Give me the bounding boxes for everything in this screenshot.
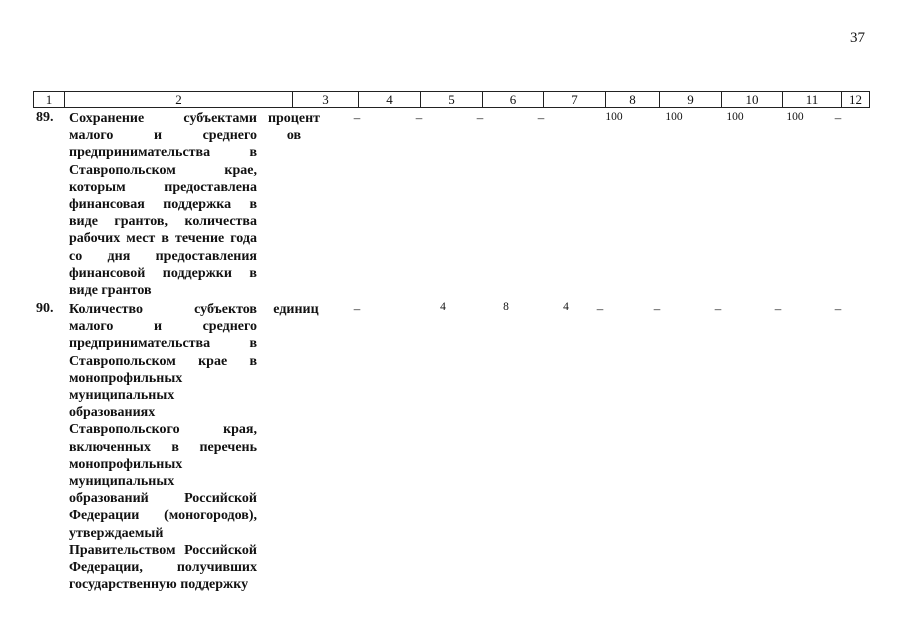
column-header: 12 <box>841 92 869 107</box>
table-cell: 4 <box>440 301 446 313</box>
table-cell: – <box>653 301 661 316</box>
row-number: 90. <box>36 301 54 316</box>
page-number: 37 <box>850 30 865 46</box>
table-cell: 100 <box>726 111 744 123</box>
row-number: 89. <box>36 110 54 125</box>
column-header: 9 <box>659 92 721 107</box>
row-description: Количество субъектов малого и среднего предпринимательства в Ставропольском крае в монопрофильных муниципальных образованиях Ставропольского края, включенных в перечень монопрофильных муниципальных образований Российской Федерации (моногородов), утверждаемый Правительством Российской Федерации, получивших государственную поддержку <box>69 302 257 593</box>
column-header: 7 <box>543 92 605 107</box>
table-cell: 100 <box>605 111 623 123</box>
column-header: 11 <box>782 92 841 107</box>
table-cell: – <box>476 110 484 125</box>
column-header: 2 <box>64 92 292 107</box>
table-cell: 100 <box>665 111 683 123</box>
table-cell: 4 <box>563 301 569 313</box>
column-header: 1 <box>45 92 53 107</box>
row-description: Сохранение субъектами малого и среднего предпринимательства в Ставропольском крае, которым предоставлена финансовая поддержка в виде грантов, количества рабочих мест в течение года со дня предоставления финансовой поддержки в виде грантов <box>69 111 257 299</box>
table-cell: – <box>834 301 842 316</box>
table-cell: 100 <box>786 111 804 123</box>
table-cell: – <box>537 110 545 125</box>
table-cell: – <box>353 110 361 125</box>
row-unit: единиц <box>273 302 319 317</box>
column-header: 10 <box>721 92 782 107</box>
column-header: 5 <box>420 92 482 107</box>
table-cell: – <box>353 301 361 316</box>
table-cell: – <box>596 301 604 316</box>
table-header-row <box>33 91 870 108</box>
table-cell: – <box>834 110 842 125</box>
column-header: 8 <box>605 92 659 107</box>
column-header: 4 <box>358 92 420 107</box>
table-cell: – <box>774 301 782 316</box>
table-cell: 8 <box>503 301 509 313</box>
row-unit: процентов <box>267 111 321 144</box>
column-header: 3 <box>292 92 358 107</box>
table-cell: – <box>415 110 423 125</box>
table-cell: – <box>714 301 722 316</box>
column-header: 6 <box>482 92 543 107</box>
